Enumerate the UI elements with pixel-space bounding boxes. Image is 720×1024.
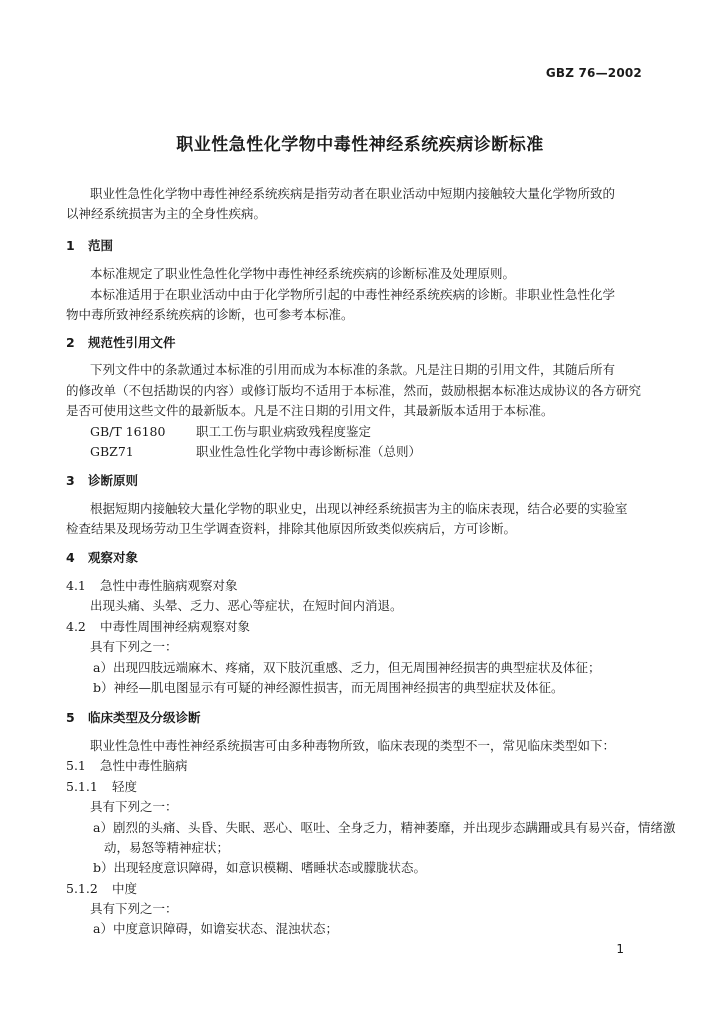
- section-title: 诊断原则: [88, 473, 139, 488]
- section-title: 规范性引用文件: [88, 335, 176, 350]
- subsection-title: 中毒性周围神经病观察对象: [100, 619, 251, 634]
- section-number: 1: [66, 238, 75, 253]
- subsection-title: 急性中毒性脑病观察对象: [100, 578, 238, 593]
- intro-line-2: 以神经系统损害为主的全身性疾病。: [66, 206, 267, 221]
- section-title: 临床类型及分级诊断: [88, 710, 201, 725]
- document-title: 职业性急性化学物中毒性神经系统疾病诊断标准: [176, 135, 544, 155]
- section-title: 范围: [88, 238, 114, 253]
- subsection-number: 4.1: [66, 578, 86, 593]
- reference-row: [90, 424, 371, 440]
- section-number: 4: [66, 550, 75, 565]
- section-1-heading: [66, 238, 113, 254]
- s3-line-2: 检查结果及现场劳动卫生学调查资料，排除其他原因所致类似疾病后，方可诊断。: [66, 521, 517, 536]
- section-5-heading: [66, 710, 201, 726]
- section-3-heading: [66, 473, 138, 489]
- s3-line-1: 根据短期内接触较大量化学物的职业史，出现以神经系统损害为主的临床表现，结合必要的实验室: [90, 501, 628, 516]
- s5-1-2-intro: 具有下列之一：: [90, 901, 178, 916]
- s5-1-1-item-a-continued: 动，易怒等精神症状；: [104, 840, 230, 855]
- s1-line-1: 本标准规定了职业性急性化学物中毒性神经系统疾病的诊断标准及处理原则。: [90, 266, 516, 281]
- subsection-5-1-2-heading: [66, 881, 137, 897]
- s5-1-1-intro: 具有下列之一：: [90, 799, 178, 814]
- standard-code: GBZ 76—2002: [545, 66, 642, 80]
- section-title: 观察对象: [88, 550, 139, 565]
- section-number: 5: [66, 710, 75, 725]
- subsection-number: 4.2: [66, 619, 86, 634]
- s4-2-intro: 具有下列之一：: [90, 639, 178, 654]
- subsection-number: 5.1: [66, 758, 86, 773]
- reference-code: GB/T 16180: [90, 424, 166, 439]
- s2-line-1: 下列文件中的条款通过本标准的引用而成为本标准的条款。凡是注日期的引用文件，其随后所有: [90, 362, 616, 377]
- section-2-heading: [66, 335, 176, 351]
- section-number: 2: [66, 335, 75, 350]
- subsection-5-1-heading: [66, 758, 188, 774]
- section-4-heading: [66, 550, 138, 566]
- subsection-title: 中度: [112, 881, 138, 896]
- subsection-title: 轻度: [112, 779, 138, 794]
- reference-row: [90, 444, 421, 460]
- s1-line-3: 物中毒所致神经系统疾病的诊断，也可参考本标准。: [66, 307, 354, 322]
- subsection-number: 5.1.2: [66, 881, 98, 896]
- s2-line-2: 的修改单（不包括勘误的内容）或修订版均不适用于本标准，然而，鼓励根据本标准达成协议的各方研究: [66, 383, 642, 398]
- s4-1-line: 出现头痛、头晕、乏力、恶心等症状，在短时间内消退。: [90, 598, 403, 613]
- page-number: 1: [616, 942, 624, 956]
- s5-1-1-item-a: a）剧烈的头痛、头昏、失眠、恶心、呕吐、全身乏力，精神萎靡，并出现步态蹒跚或具有易兴奋，情绪激: [93, 820, 676, 835]
- s5-1-1-item-b: b）出现轻度意识障碍，如意识模糊、嗜睡状态或朦胧状态。: [93, 860, 427, 875]
- subsection-5-1-1-heading: [66, 779, 137, 795]
- subsection-number: 5.1.1: [66, 779, 98, 794]
- reference-name: 职工工伤与职业病致残程度鉴定: [196, 424, 372, 439]
- s1-line-2: 本标准适用于在职业活动中由于化学物所引起的中毒性神经系统疾病的诊断。非职业性急性化学: [90, 287, 616, 302]
- subsection-4-2-heading: [66, 619, 250, 635]
- section-number: 3: [66, 473, 75, 488]
- s5-1-2-item-a: a）中度意识障碍，如谵妄状态、混浊状态；: [93, 921, 338, 936]
- s4-2-item-b: b）神经—肌电图显示有可疑的神经源性损害，而无周围神经损害的典型症状及体征。: [93, 680, 564, 695]
- reference-code: GBZ71: [90, 444, 134, 459]
- intro-line-1: 职业性急性化学物中毒性神经系统疾病是指劳动者在职业活动中短期内接触较大量化学物所致的: [90, 186, 616, 201]
- subsection-title: 急性中毒性脑病: [100, 758, 188, 773]
- subsection-4-1-heading: [66, 578, 238, 594]
- s5-intro: 职业性急性中毒性神经系统损害可由多种毒物所致，临床表现的类型不一，常见临床类型如下：: [90, 738, 616, 753]
- reference-name: 职业性急性化学物中毒诊断标准（总则）: [196, 444, 422, 459]
- s2-line-3: 是否可使用这些文件的最新版本。凡是不注日期的引用文件，其最新版本适用于本标准。: [66, 403, 554, 418]
- s4-2-item-a: a）出现四肢远端麻木、疼痛，双下肢沉重感、乏力，但无周围神经损害的典型症状及体征；: [93, 660, 601, 675]
